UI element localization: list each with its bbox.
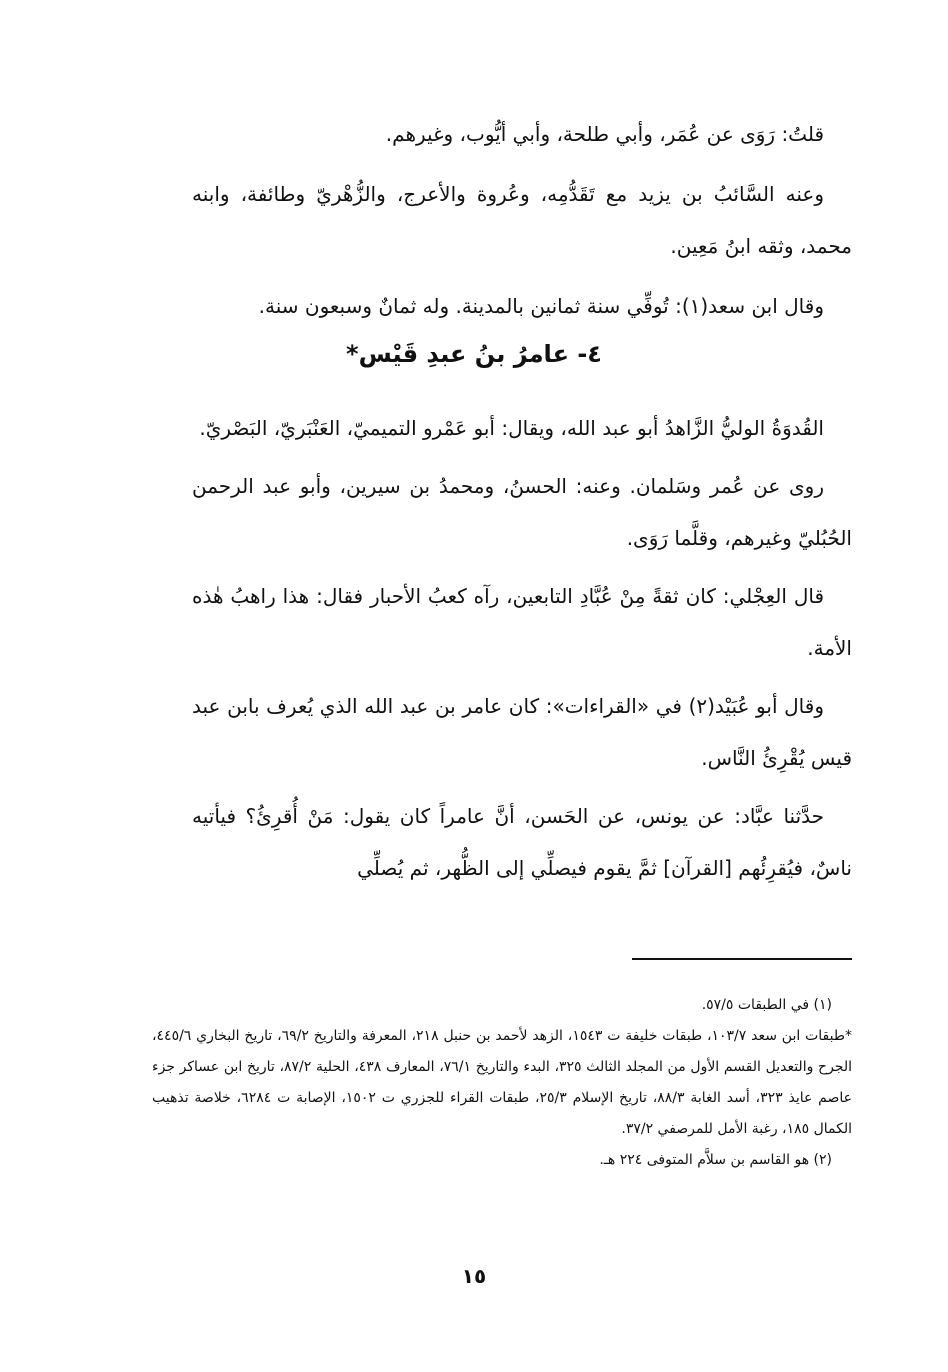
entry-heading: ٤- عامرُ بنُ عبدِ قَيْس* [346, 340, 602, 368]
paragraph-4: القُدوَةُ الوليُّ الزَّاهدُ أبو عبد الله، ويقال: أبو عَمْرو التميميّ، العَنْبَريّ، البَصْريّ. [199, 416, 824, 440]
footnote-1: (١) في الطبقات ٥٧/٥. [701, 997, 832, 1013]
footnote-2: (٢) هو القاسم بن سلاَّم المتوفى ٢٢٤ هـ. [599, 1152, 832, 1168]
paragraph-6: قال العِجْلي: كان ثقةً مِنْ عُبَّادِ التابعين، رآه كعبُ الأحبار فقال: هذا راهبُ هٰذه الأمة. [192, 584, 852, 660]
paragraph-2: وعنه السَّائبُ بن يزيد مع تَقَدُّمِه، وعُروة والأعرج، والزُّهْريّ وطائفة، وابنه محمد، وثقه ابنُ مَعِين. [192, 182, 852, 258]
paragraph-7: وقال أبو عُبَيْد(٢) في «القراءات»: كان عامر بن عبد الله الذي يُعرف بابن عبد قيس يُقْرِئُ النَّاس. [192, 694, 852, 770]
footnote-sources: *طبقات ابن سعد ١٠٣/٧، طبقات خليفة ت ١٥٤٣، الزهد لأحمد بن حنبل ٢١٨، المعرفة والتاريخ ٦٩/٢، تاريخ البخاري ٤٤٥/٦، الجرح والتعديل القسم الأول من المجلد الثالث ٣٢٥، البدء والتاريخ ٧٦/١، المعارف ٤٣٨، الحلية ٨٧/٢، تاريخ ابن عساكر جزء عاصم عايذ ٣٢٣، أسد الغابة ٨٨/٣، تاريخ الإسلام ٢٥/٣، طبقات القراء للجزري ت ١٥٠٢، الإصابة ت ٦٢٨٤، خلاصة تذهيب الكمال ١٨٥، رغبة الأمل للمرصفي ٣٧/٢. [152, 1028, 852, 1137]
paragraph-5: روى عن عُمر وسَلمان. وعنه: الحسنُ، ومحمدُ بن سيرين، وأبو عبد الرحمن الحُبُليّ وغيرهم، وقلَّما رَوَى. [192, 474, 852, 550]
text-block-bottom [192, 402, 852, 894]
text-block-top [192, 108, 852, 332]
paragraph-1: قلتُ: رَوَى عن عُمَر، وأبي طلحة، وأبي أيُّوب، وغيرهم. [385, 122, 824, 146]
paragraph-8: حدَّثنا عبَّاد: عن يونس، عن الحَسن، أنَّ عامراً كان يقول: مَنْ أُقرِئُ؟ فيأتيه ناسٌ، فيُقرِئُهم [القرآن] ثمَّ يقوم فيصلِّي إلى الظُّهر، ثم يُصلِّي [192, 804, 852, 880]
footnote-divider [632, 958, 852, 960]
footnotes [152, 990, 852, 1176]
page-number: ١٥ [461, 1264, 487, 1288]
paragraph-3: وقال ابن سعد(١): تُوفِّي سنة ثمانين بالمدينة. وله ثمانٌ وسبعون سنة. [258, 294, 824, 318]
